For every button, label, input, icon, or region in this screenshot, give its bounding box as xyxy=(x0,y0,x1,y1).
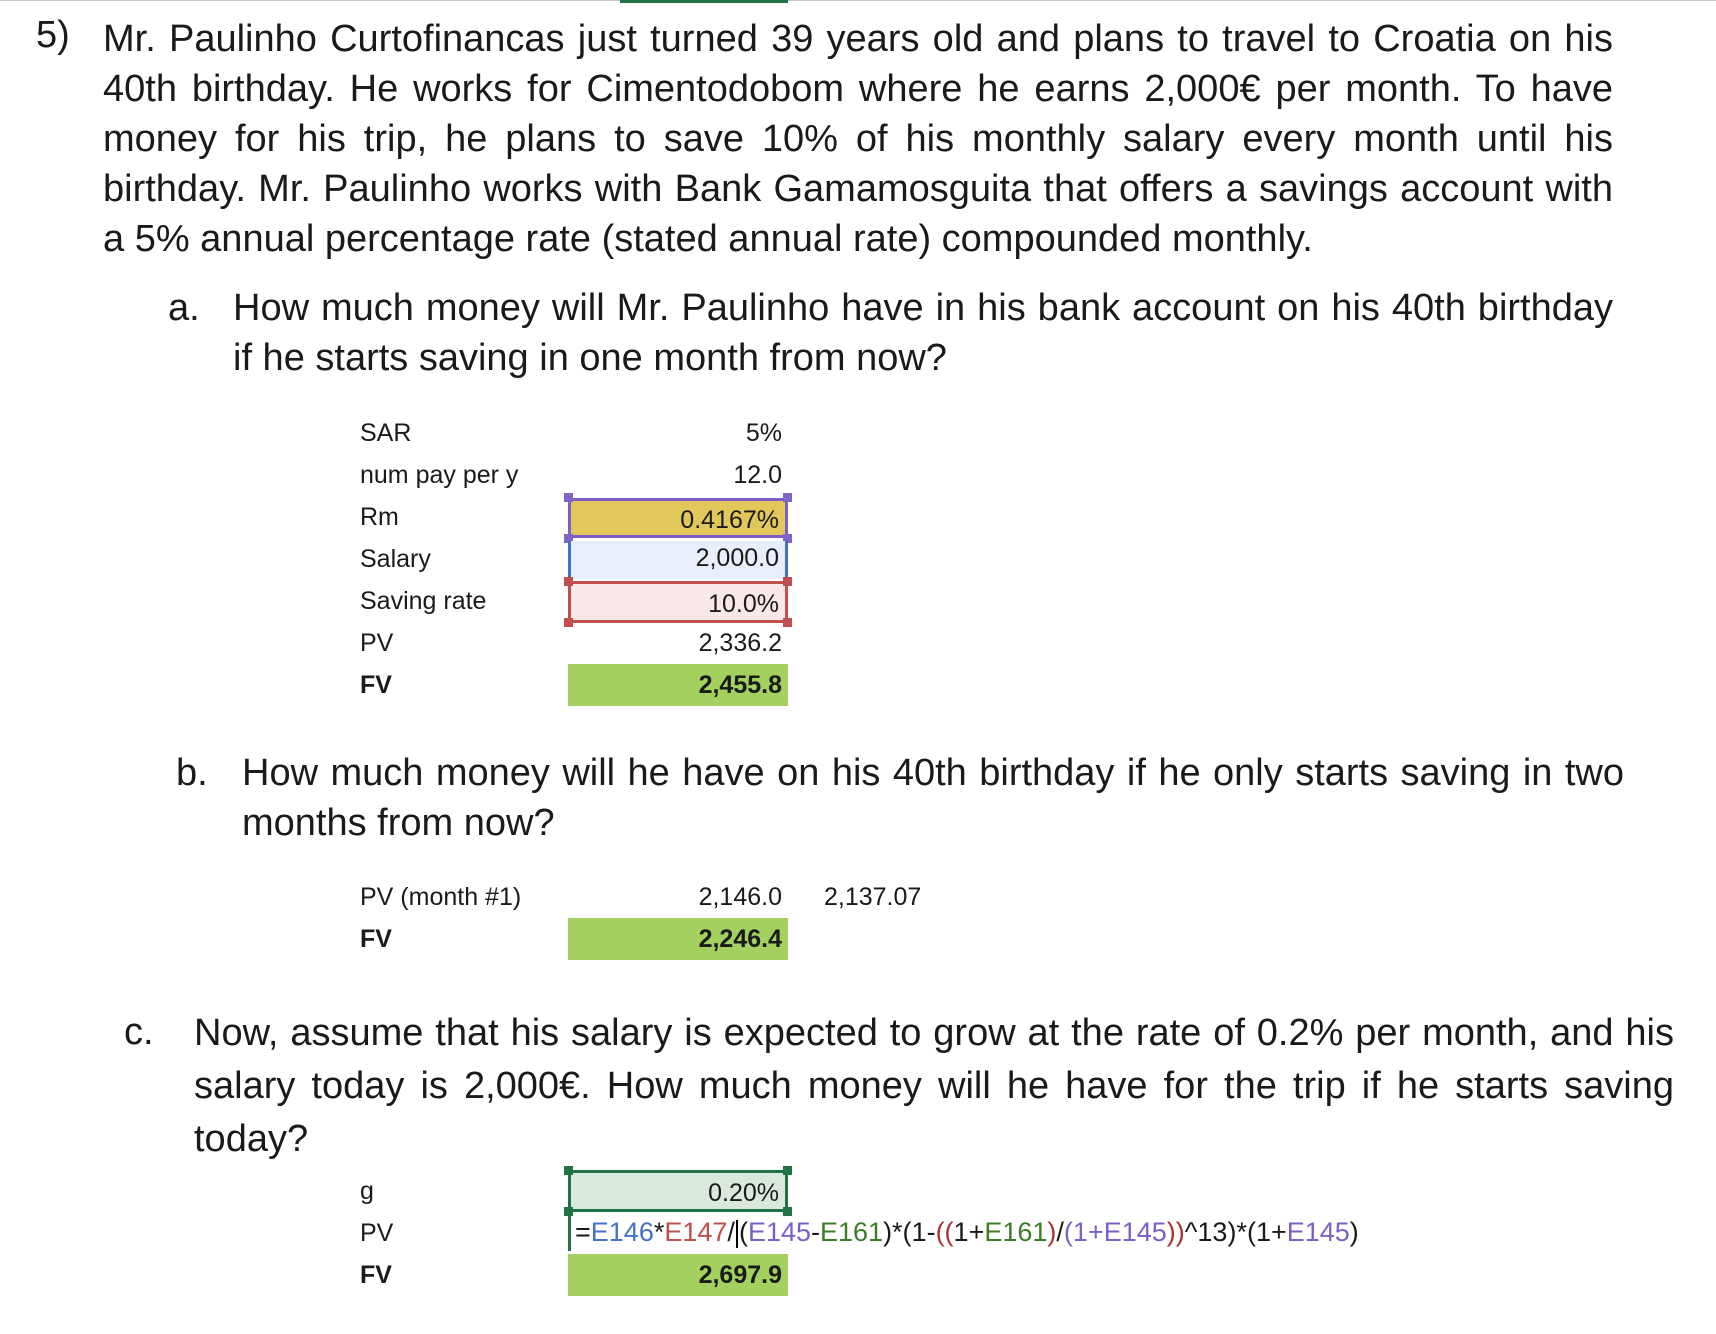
value-rm[interactable]: 0.4167% xyxy=(568,498,788,538)
top-border-line xyxy=(0,0,1716,1)
label-salary: Salary xyxy=(360,545,431,573)
value-pv-month1[interactable]: 2,146.0 xyxy=(698,883,782,911)
value-fv-b[interactable]: 2,246.4 xyxy=(568,918,788,960)
label-fv-c: FV xyxy=(360,1261,392,1289)
part-a-text: How much money will Mr. Paulinho have in his bank account on his 40th birthday if he starts saving in one month from now? xyxy=(233,287,1613,379)
value-sar[interactable]: 5% xyxy=(745,419,782,447)
range-handle[interactable] xyxy=(564,618,573,627)
active-cell-indicator xyxy=(620,0,788,3)
question-text: Mr. Paulinho Curtofinancas just turned 39 years old and plans to travel to Croatia on his 40th birthday. He works for Cimentodobom where he earns 2,000€ per month. To have money for his trip, he plans to save 10% of his monthly salary every month until his birthday. Mr. Paulinho works with Bank Gamamosguita that offers a savings account with a 5% annual percentage rate (stated annual rate) compounded monthly. xyxy=(103,18,1613,260)
part-b-text: How much money will he have on his 40th birthday if he only starts saving in two months from now? xyxy=(242,752,1624,844)
range-handle[interactable] xyxy=(783,493,792,502)
label-pv-month1: PV (month #1) xyxy=(360,883,522,911)
label-pv-c: PV xyxy=(360,1219,394,1247)
value-fv[interactable]: 2,455.8 xyxy=(568,664,788,706)
label-pv: PV xyxy=(360,629,394,657)
value-pv-check[interactable]: 2,137.07 xyxy=(824,883,922,911)
value-fv-c[interactable]: 2,697.9 xyxy=(568,1254,788,1296)
formula-editor[interactable]: =E146*E147/ (E145-E161)*(1-((1+E161)/(1+E145))^13)*(1+E145) xyxy=(568,1213,1388,1251)
label-num-pay: num pay per y xyxy=(360,461,519,489)
part-c-letter: c. xyxy=(124,1011,154,1053)
part-c-text: Now, assume that his salary is expected to grow at the rate of 0.2% per month, and his salary today is 2,000€. How much money will he have for the trip if he starts saving today? xyxy=(194,1012,1674,1160)
value-salary[interactable]: 2,000.0 xyxy=(568,541,788,579)
part-a-letter: a. xyxy=(168,287,200,329)
range-handle[interactable] xyxy=(783,577,792,586)
value-g[interactable]: 0.20% xyxy=(568,1170,788,1212)
range-handle[interactable] xyxy=(564,493,573,502)
value-pv[interactable]: 2,336.2 xyxy=(698,629,782,657)
text-cursor xyxy=(736,1220,738,1248)
range-handle[interactable] xyxy=(783,618,792,627)
label-g: g xyxy=(360,1177,374,1205)
label-rm: Rm xyxy=(360,503,399,531)
range-handle[interactable] xyxy=(783,1166,792,1175)
label-sar: SAR xyxy=(360,419,412,447)
part-b-letter: b. xyxy=(176,752,208,794)
question-number: 5) xyxy=(36,14,70,56)
value-saving-rate[interactable]: 10.0% xyxy=(568,581,788,623)
label-fv: FV xyxy=(360,671,392,699)
label-saving-rate: Saving rate xyxy=(360,587,487,615)
label-fv-b: FV xyxy=(360,925,392,953)
value-num-pay[interactable]: 12.0 xyxy=(733,461,782,489)
range-handle[interactable] xyxy=(564,577,573,586)
range-handle[interactable] xyxy=(564,1166,573,1175)
